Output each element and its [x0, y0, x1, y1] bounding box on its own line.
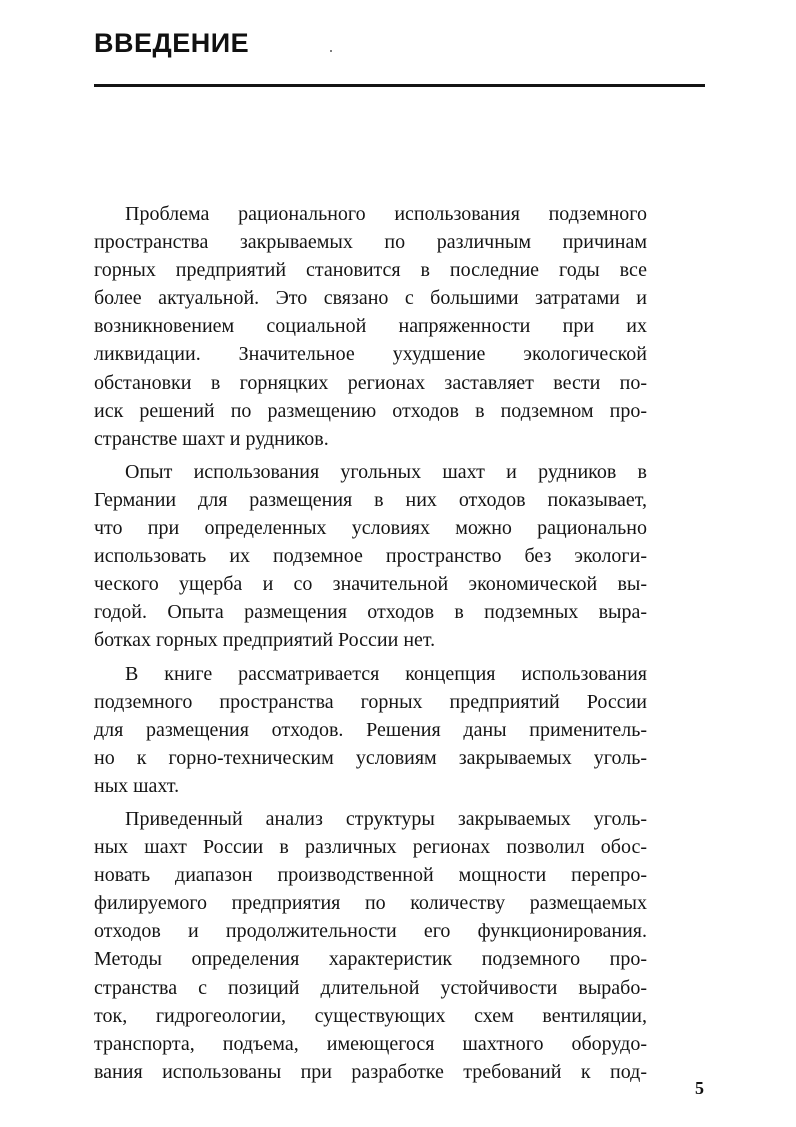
text-line: для размещения отходов. Решения даны применитель-: [94, 718, 647, 741]
title-rule: [94, 84, 705, 87]
text-line: В книге рассматривается концепция использования: [125, 662, 647, 685]
text-line: ных шахт России в различных регионах позволил обос-: [94, 836, 647, 859]
text-line: вания использованы при разработке требований к под-: [94, 1060, 647, 1083]
text-line: более актуальной. Это связано с большими затратами и: [94, 287, 647, 310]
text-line: странстве шахт и рудников.: [94, 427, 329, 450]
text-line: подземного пространства горных предприятий России: [94, 690, 647, 713]
paragraph-1: [94, 200, 647, 453]
text-line: но к горно-техническим условиям закрываемых уголь-: [94, 746, 647, 769]
paragraph-4: [94, 805, 647, 1086]
text-line: отходов и продолжительности его функционирования.: [94, 920, 647, 943]
text-line: Германии для размещения в них отходов показывает,: [94, 488, 647, 511]
text-line: горных предприятий становится в последние годы все: [94, 259, 647, 282]
text-line: ток, гидрогеологии, существующих схем вентиляции,: [94, 1004, 647, 1027]
text-line: ботках горных предприятий России нет.: [94, 629, 436, 652]
page-number: 5: [695, 1078, 704, 1098]
text-line: возникновением социальной напряженности при их: [94, 315, 647, 338]
text-line: Опыт использования угольных шахт и рудников в: [125, 460, 647, 483]
text-line: что при определенных условиях можно рационально: [94, 517, 647, 540]
text-line: годой. Опыта размещения отходов в подземных выра-: [94, 601, 647, 624]
text-line: ческого ущерба и со значительной экономической вы-: [94, 573, 647, 596]
text-line: ных шахт.: [94, 774, 180, 797]
text-line: странства с позиций длительной устойчивости вырабо-: [94, 976, 647, 999]
chapter-title: ВВЕДЕНИЕ: [94, 28, 250, 58]
text-line: филируемого предприятия по количеству размещаемых: [94, 892, 647, 915]
text-line: использовать их подземное пространство без экологи-: [94, 545, 647, 568]
paragraph-3: [94, 660, 647, 800]
text-line: иск решений по размещению отходов в подземном про-: [94, 399, 647, 422]
text-line: новать диапазон производственной мощности перепро-: [94, 864, 647, 887]
text-line: Методы определения характеристик подземного про-: [94, 948, 647, 971]
text-line: ликвидации. Значительное ухудшение экологической: [94, 343, 647, 366]
scan-speck: [330, 50, 332, 52]
text-line: Приведенный анализ структуры закрываемых уголь-: [125, 807, 647, 830]
paragraph-2: [94, 458, 647, 655]
text-line: транспорта, подъема, имеющегося шахтного оборудо-: [94, 1032, 647, 1055]
text-line: пространства закрываемых по различным причинам: [94, 231, 647, 254]
body-text: [94, 200, 647, 1086]
text-line: Проблема рационального использования подземного: [125, 203, 647, 225]
text-line: обстановки в горняцких регионах заставляет вести по-: [94, 371, 647, 394]
